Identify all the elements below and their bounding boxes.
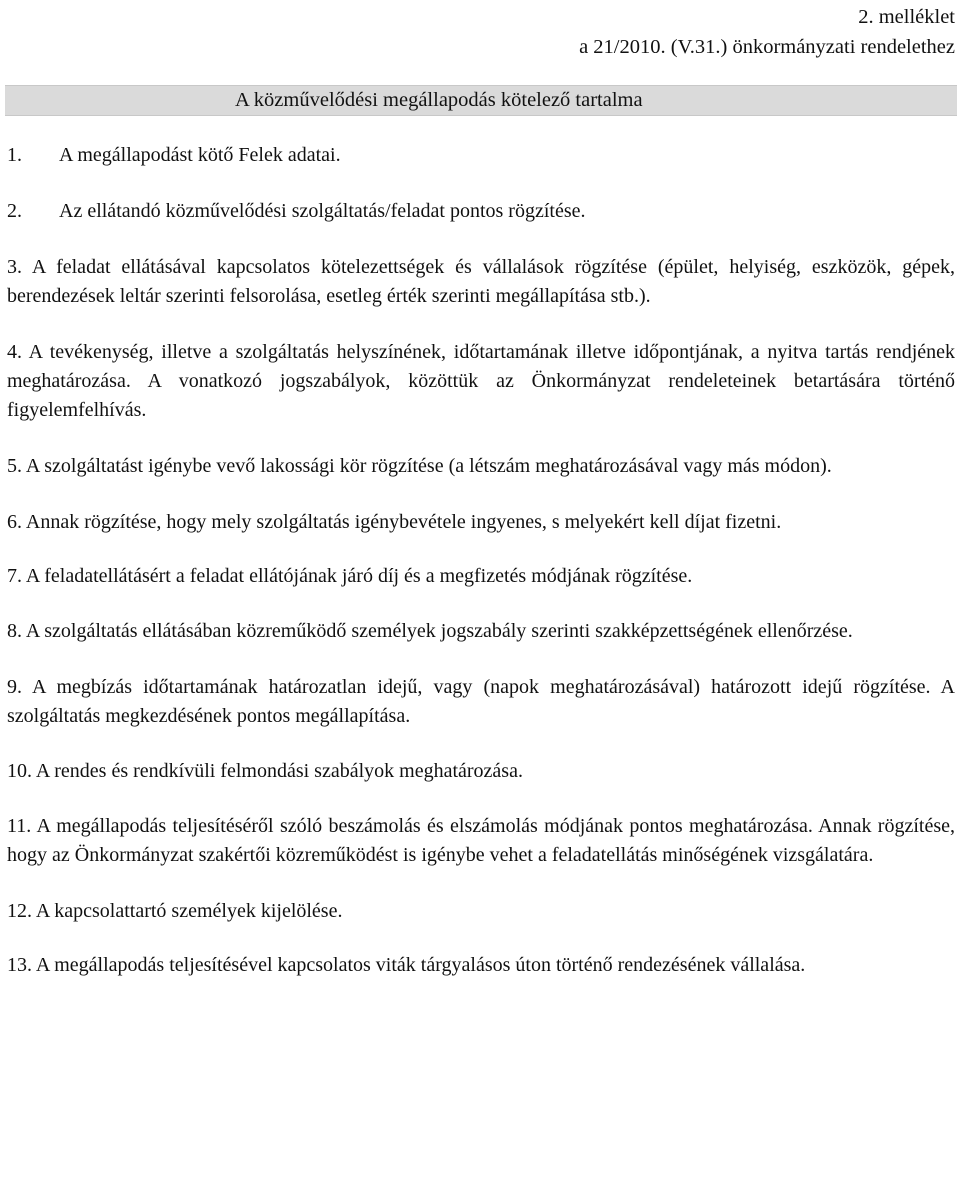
item-number: 13. xyxy=(7,954,32,976)
list-item xyxy=(7,338,955,425)
list-item xyxy=(7,141,955,170)
item-text: A kapcsolattartó személyek kijelölése. xyxy=(35,900,343,922)
item-text: A megbízás időtartamának határozatlan idejű, vagy (napok meghatározásával) határozott idejű rögzítése. A szolgáltatás megkezdésének pontos megállapítása. xyxy=(7,676,955,727)
item-text: A megállapodás teljesítésével kapcsolatos viták tárgyalásos úton történő rendezésének vállalása. xyxy=(35,954,806,976)
list-item xyxy=(7,508,955,537)
item-number: 7. xyxy=(7,565,22,587)
item-text: Az ellátandó közművelődési szolgáltatás/feladat pontos rögzítése. xyxy=(59,200,586,222)
list-item xyxy=(7,452,955,481)
item-number: 1. xyxy=(7,144,22,166)
item-number: 2. xyxy=(7,200,22,222)
annex-reference xyxy=(579,2,955,62)
item-number: 3. xyxy=(7,256,22,278)
item-text: A szolgáltatás ellátásában közreműködő személyek jogszabály szerinti szakképzettségének ellenőrzése. xyxy=(25,620,853,642)
item-text: A megállapodás teljesítéséről szóló beszámolás és elszámolás módjának pontos meghatározása. Annak rögzítése, hogy az Önkormányzat szakértői közreműködést is igénybe vehet a feladatellátás minőségének vizsgálatára. xyxy=(7,815,955,866)
item-number: 8. xyxy=(7,620,22,642)
item-number: 6. xyxy=(7,511,22,533)
annex-regulation: a 21/2010. (V.31.) önkormányzati rendelethez xyxy=(579,36,955,58)
item-number: 12. xyxy=(7,900,32,922)
list-item xyxy=(7,673,955,731)
item-number: 5. xyxy=(7,455,22,477)
item-number: 11. xyxy=(7,815,32,837)
list-item xyxy=(7,197,955,226)
item-number: 10. xyxy=(7,760,32,782)
item-text: A rendes és rendkívüli felmondási szabályok meghatározása. xyxy=(35,760,523,782)
list-item xyxy=(7,757,955,786)
list-item xyxy=(7,617,955,646)
item-text: A feladatellátásért a feladat ellátójának járó díj és a megfizetés módjának rögzítése. xyxy=(25,565,693,587)
list-item xyxy=(7,253,955,311)
annex-number: 2. melléklet xyxy=(858,6,955,28)
title-bar xyxy=(5,85,957,116)
list-item xyxy=(7,812,955,870)
item-number: 9. xyxy=(7,676,22,698)
item-number: 4. xyxy=(7,341,22,363)
item-text: A tevékenység, illetve a szolgáltatás helyszínének, időtartamának illetve időpontjának, a nyitva tartás rendjének meghatározása. A vonatkozó jogszabályok, közöttük az Önkormányzat rendeleteinek betartására történő figyelemfelhívás. xyxy=(7,341,955,421)
item-text: A megállapodást kötő Felek adatai. xyxy=(59,144,341,166)
list-item xyxy=(7,562,955,591)
document-title: A közművelődési megállapodás kötelező tartalma xyxy=(235,89,643,111)
list-item xyxy=(7,897,955,926)
list-item xyxy=(7,951,955,980)
item-text: Annak rögzítése, hogy mely szolgáltatás igénybevétele ingyenes, s melyekért kell díjat fizetni. xyxy=(25,511,782,533)
content-list xyxy=(7,141,955,1007)
item-text: A feladat ellátásával kapcsolatos kötelezettségek és vállalások rögzítése (épület, helyiség, eszközök, gépek, berendezések leltár szerinti felsorolása, esetleg érték szerinti megállapítása stb.). xyxy=(7,256,955,307)
item-text: A szolgáltatást igénybe vevő lakossági kör rögzítése (a létszám meghatározásával vagy más módon). xyxy=(25,455,832,477)
